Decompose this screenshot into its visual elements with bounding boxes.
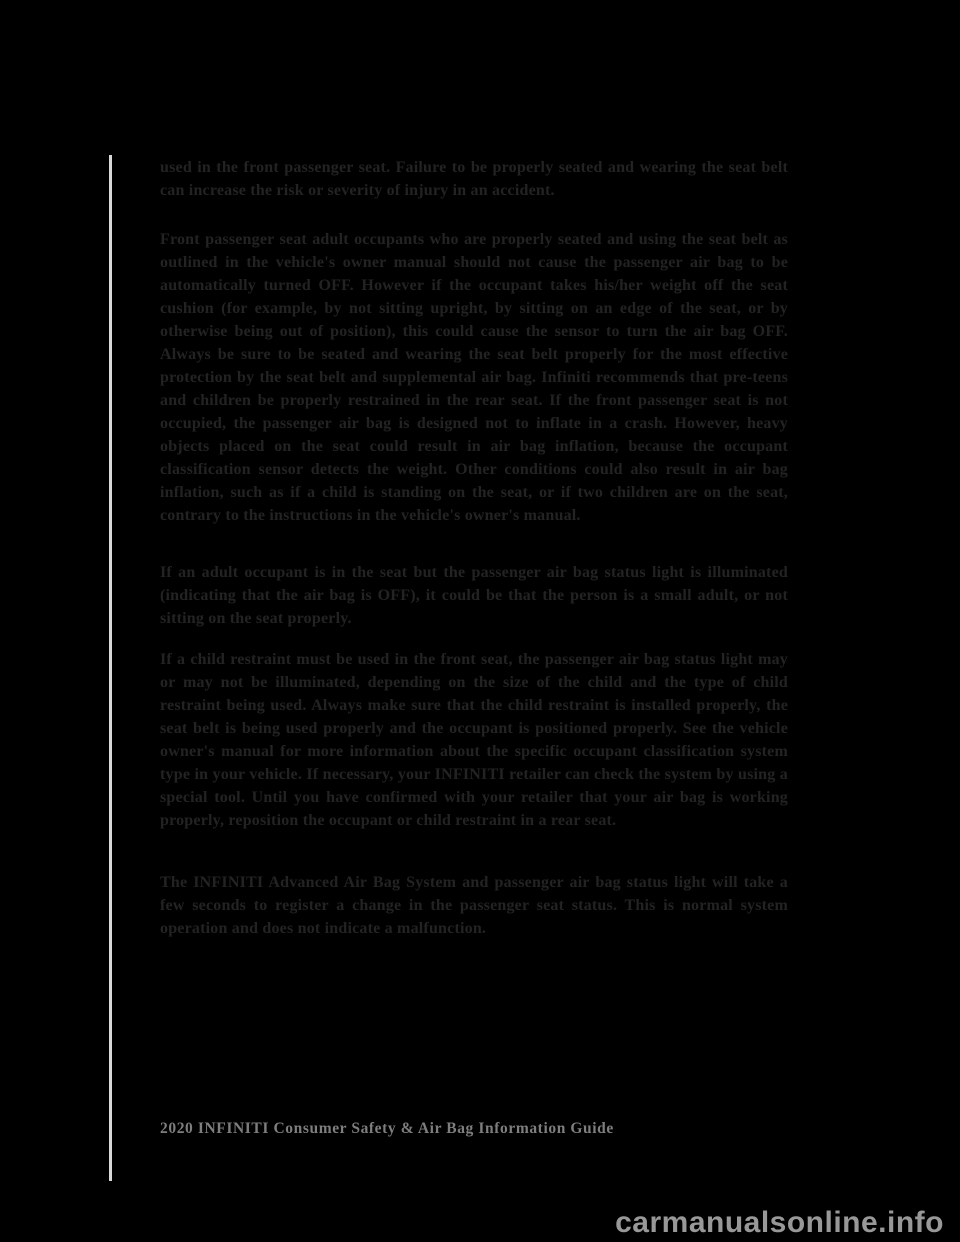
body-paragraph-2: Front passenger seat adult occupants who are properly seated and using the seat belt as outlined in the vehicle's owner manual should not cause the passenger air bag to be automatically turned OFF. However if the occupant takes his/her weight off the seat cushion (for example, by not sitting upright, by sitting on an edge of the seat, or by otherwise being out of position), this could cause the sensor to turn the air bag OFF. Always be sure to be seated and wearing the seat belt properly for the most effective protection by the seat belt and supplemental air bag. Infiniti recommends that pre-teens and children be properly restrained in the rear seat. If the front passenger seat is not occupied, the passenger air bag is designed not to inflate in a crash. However, heavy objects placed on the seat could result in air bag inflation, because the occupant classification sensor detects the weight. Other conditions could also result in air bag inflation, such as if a child is standing on the seat, or if two children are on the seat, contrary to the instructions in the vehicle's owner's manual. bbox=[160, 231, 788, 524]
body-paragraph-3: If an adult occupant is in the seat but the passenger air bag status light is illuminated (indicating that the air bag is OFF), it could be that the person is a small adult, or not sitting on the seat properly. bbox=[160, 564, 788, 627]
body-paragraph-5: The INFINITI Advanced Air Bag System and passenger air bag status light will take a few seconds to register a change in the passenger seat status. This is normal system operation and does not indicate a malfunction. bbox=[160, 874, 788, 937]
watermark: carmanualsonline.info bbox=[615, 1206, 944, 1239]
body-paragraph-1: used in the front passenger seat. Failure to be properly seated and wearing the seat belt can increase the risk or severity of injury in an accident. bbox=[160, 159, 788, 199]
left-margin-rule bbox=[109, 155, 112, 1181]
body-paragraph-4: If a child restraint must be used in the front seat, the passenger air bag status light may or may not be illuminated, depending on the size of the child and the type of child restraint being used. Always make sure that the child restraint is installed properly, the seat belt is being used properly and the occupant is positioned properly. See the vehicle owner's manual for more information about the specific occupant classification system type in your vehicle. If necessary, your INFINITI retailer can check the system by using a special tool. Until you have confirmed with your retailer that your air bag is working properly, reposition the occupant or child restraint in a rear seat. bbox=[160, 651, 788, 829]
page-footer: 2020 INFINITI Consumer Safety & Air Bag Information Guide bbox=[160, 1120, 614, 1137]
